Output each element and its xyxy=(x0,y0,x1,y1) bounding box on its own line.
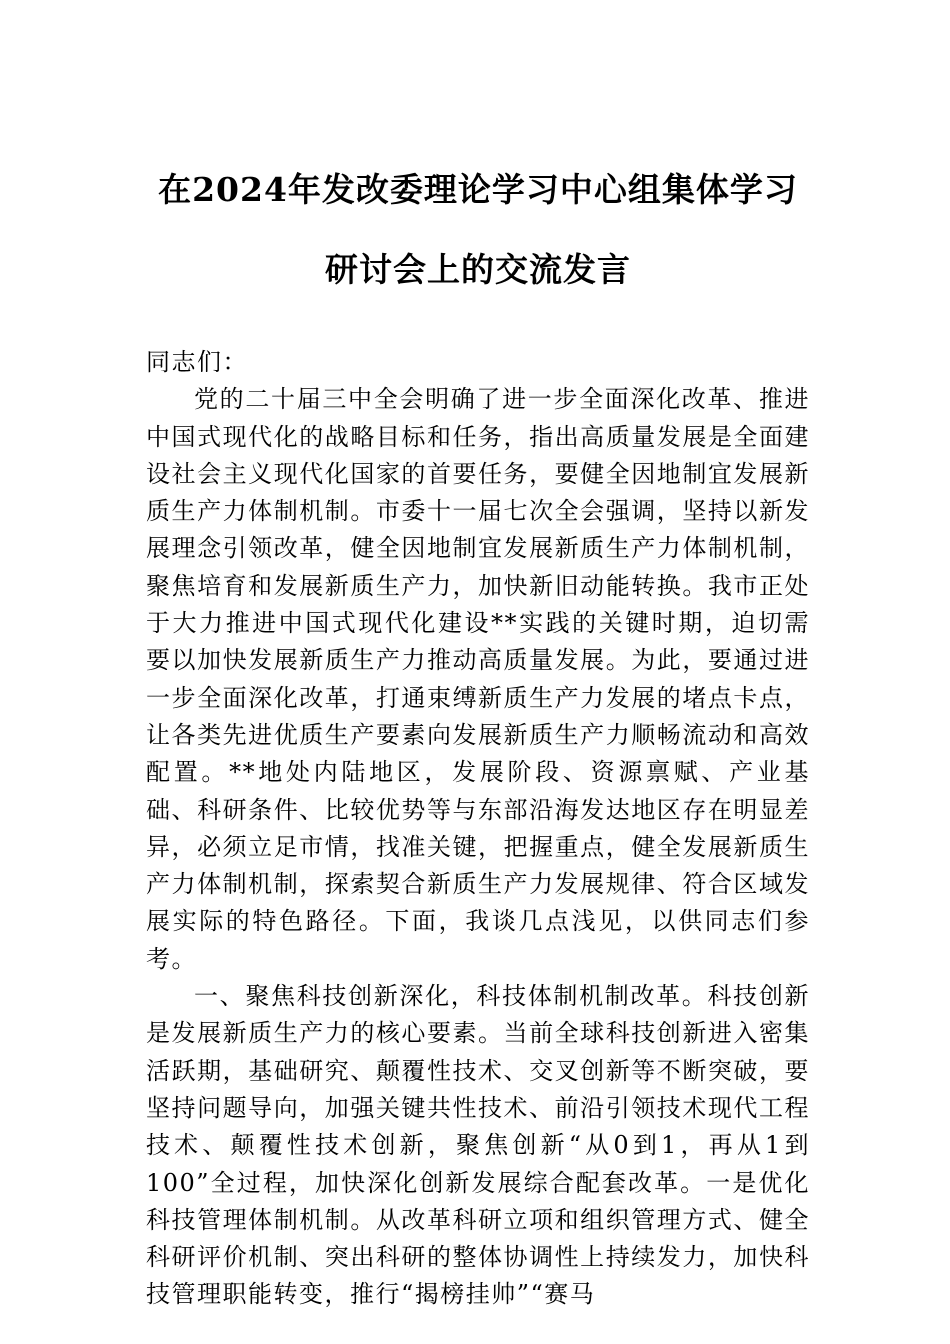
paragraph-intro: 党的二十届三中全会明确了进一步全面深化改革、推进中国式现代化的战略目标和任务，指出高质量发展是全面建设社会主义现代化国家的首要任务，要健全因地制宜发展新质生产力体制机制。市委十一届七次全会强调，坚持以新发展理念引领改革，健全因地制宜发展新质生产力体制机制，聚焦培育和发展新质生产力，加快新旧动能转换。我市正处于大力推进中国式现代化建设**实践的关键时期，迫切需要以加快发展新质生产力推动高质量发展。为此，要通过进一步全面深化改革，打通束缚新质生产力发展的堵点卡点，让各类先进优质生产要素向发展新质生产力顺畅流动和高效配置。**地处内陆地区，发展阶段、资源禀赋、产业基础、科研条件、比较优势等与东部沿海发达地区存在明显差异，必须立足市情，找准关键，把握重点，健全发展新质生产力体制机制，探索契合新质生产力发展规律、符合区域发展实际的特色路径。下面，我谈几点浅见，以供同志们参考。 xyxy=(146,385,810,973)
title-line-1: 在2024年发改委理论学习中心组集体学习 xyxy=(158,170,798,209)
document-title xyxy=(146,150,810,310)
paragraph-section-one: 一、聚焦科技创新深化，科技体制机制改革。科技创新是发展新质生产力的核心要素。当前全球科技创新进入密集活跃期，基础研究、颠覆性技术、交叉创新等不断突破，要坚持问题导向，加强关键共性技术、前沿引领技术现代工程技术、颠覆性技术创新，聚焦创新“从0到1，再从1到100”全过程，加快深化创新发展综合配套改革。一是优化科技管理体制机制。从改革科研立项和组织管理方式、健全科研评价机制、突出科研的整体协调性上持续发力，加快科技管理职能转变，推行“揭榜挂帅”“赛马 xyxy=(146,982,810,1309)
document-body xyxy=(146,344,810,1314)
title-line-2: 研讨会上的交流发言 xyxy=(325,250,631,289)
salutation: 同志们： xyxy=(146,348,248,376)
